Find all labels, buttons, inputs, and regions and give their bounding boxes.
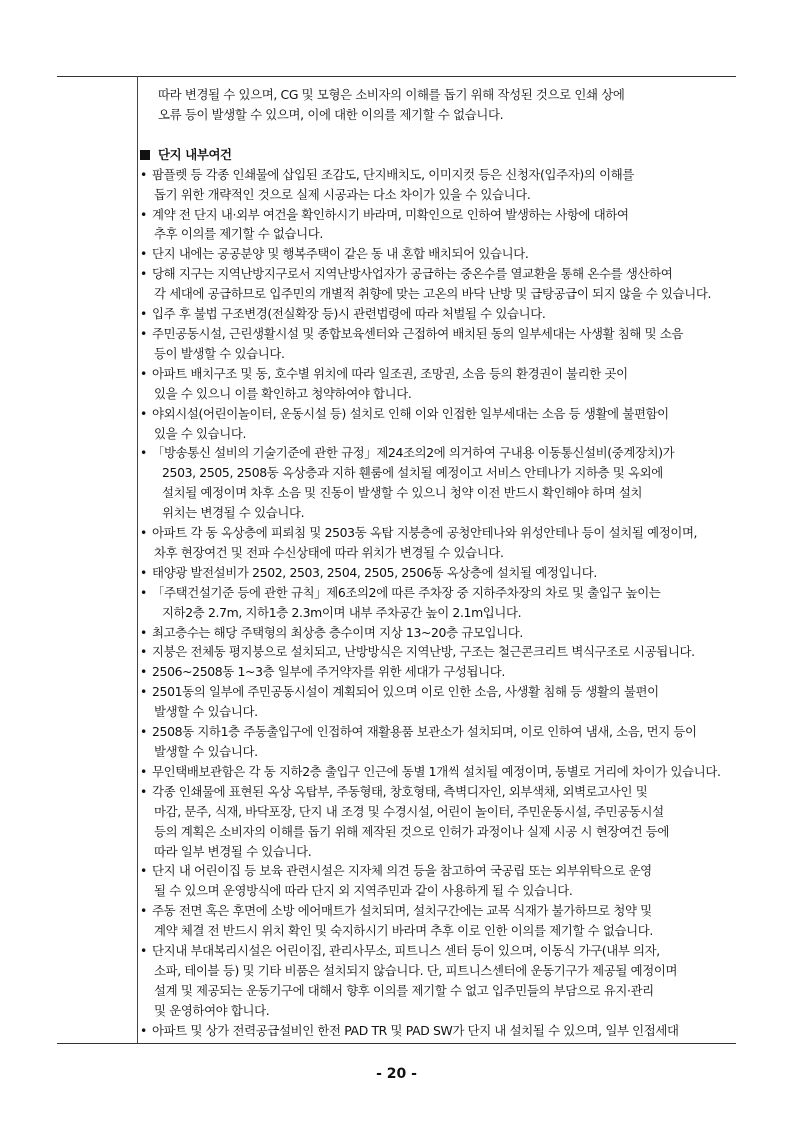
bullet-item-line: 돕기 위한 개략적인 것으로 실제 시공과는 다소 차이가 있을 수 있습니다. — [154, 186, 531, 202]
bullet-item — [140, 662, 734, 682]
bullet-item-line: 2503, 2505, 2508동 옥상층과 지하 휀룸에 설치될 예정이고 서비스 안테나가 지하층 및 옥외에 — [162, 465, 663, 481]
bullet-item-line: 위치는 변경될 수 있습니다. — [162, 505, 305, 521]
bullet-item-line: • 팜플렛 등 각종 인쇄물에 삽입된 조감도, 단지배치도, 이미지컷 등은 신청자(입주자)의 이해를 — [152, 166, 634, 182]
section-heading — [140, 145, 734, 165]
bullet-item-line: • 「방송통신 설비의 기술기준에 관한 규정」제24조의2에 의거하여 구내용 이동통신설비(중계장치)가 — [152, 445, 675, 461]
bullet-item-line: • 입주 후 불법 구조변경(전실확장 등)시 관련법령에 따라 처벌될 수 있습니다. — [152, 306, 546, 322]
bullet-item-line: • 야외시설(어린이놀이터, 운동시설 등) 설치로 인해 이와 인접한 일부세대는 소음 등 생활에 불편함이 — [152, 405, 669, 421]
bullet-item — [140, 443, 734, 523]
bullet-item — [140, 523, 734, 563]
bullet-item-line: 소파, 테이블 등) 및 기타 비품은 설치되지 않습니다. 단, 피트니스센터에 운동기구가 제공될 예정이며 — [154, 962, 678, 978]
bullet-item-line: 설치될 예정이며 차후 소음 및 진동이 발생할 수 있으니 청약 이전 반드시 확인해야 하며 설치 — [162, 485, 643, 501]
intro-line: 오류 등이 발생할 수 있으며, 이에 대한 이의를 제기할 수 없습니다. — [158, 106, 504, 122]
bullet-item-line: • 단지내 부대복리시설은 어린이집, 관리사무소, 피트니스 센터 등이 있으며, 이동식 가구(내부 의자, — [152, 943, 660, 959]
intro-paragraph — [140, 85, 734, 125]
bullet-item-line: • 주민공동시설, 근린생활시설 및 종합보육센터와 근접하여 배치된 동의 일부세대는 사생활 침해 및 소음 — [152, 325, 684, 341]
bullet-item-line: 발생할 수 있습니다. — [154, 744, 258, 759]
bullet-item — [140, 901, 734, 941]
bullet-item-line: • 계약 전 단지 내·외부 여건을 확인하시기 바라며, 미확인으로 인하여 발생하는 사항에 대하여 — [152, 206, 629, 222]
section-title: 단지 내부여건 — [158, 146, 232, 162]
bullet-item-line: • 「주택건설기준 등에 관한 규칙」제6조의2에 따른 주차장 중 지하주차장의 차로 및 출입구 높이는 — [152, 584, 661, 600]
bullet-item-line: 각 세대에 공급하므로 입주민의 개별적 취향에 맞는 고온의 바닥 난방 및 급탕공급이 되지 않을 수 있습니다. — [154, 286, 712, 302]
bullet-item — [140, 682, 734, 722]
bullet-item-line: 지하2층 2.7m, 지하1층 2.3m이며 내부 주차공간 높이 2.1m입니다. — [162, 604, 522, 620]
bullet-item-line: 추후 이의를 제기할 수 없습니다. — [154, 226, 323, 242]
bullet-item-line: 차후 현장여건 및 전파 수신상태에 따라 위치가 변경될 수 있습니다. — [154, 544, 504, 560]
bullet-item — [140, 762, 734, 782]
bullet-item — [140, 623, 734, 643]
bullet-item-line: • 각종 인쇄물에 표현된 옥상 옥탑부, 주동형태, 창호형태, 측벽디자인, 외부색채, 외벽로고사인 및 — [152, 783, 648, 799]
bullet-list — [140, 165, 734, 1041]
bullet-item-line: • 2501동의 일부에 주민공동시설이 계획되어 있으며 이로 인한 소음, 사생활 침해 등 생활의 불편이 — [152, 684, 659, 700]
bullet-item-line: • 태양광 발전설비가 2502, 2503, 2504, 2505, 2506동 옥상층에 설치될 예정입니다. — [152, 564, 597, 580]
bullet-item-line: • 2508동 지하1층 주동출입구에 인접하여 재활용품 보관소가 설치되며, 이로 인하여 냄새, 소음, 먼지 등이 — [152, 724, 697, 740]
bullet-item — [140, 1021, 734, 1041]
bullet-item-line: 설계 및 제공되는 운동기구에 대해서 향후 이의를 제기할 수 없고 입주민들의 부담으로 유지·관리 — [154, 982, 654, 998]
bullet-item-line: 계약 체결 전 반드시 위치 확인 및 숙지하시기 바라며 추후 이로 인한 이의를 제기할 수 없습니다. — [154, 923, 653, 939]
bullet-item-line: 및 운영하여야 합니다. — [154, 1002, 270, 1018]
bullet-item-line: • 당해 지구는 지역난방지구로서 지역난방사업자가 공급하는 중온수를 열교환을 통해 온수를 생산하여 — [152, 266, 673, 282]
bullet-item-line: 있을 수 있으니 이를 확인하고 청약하여야 합니다. — [154, 385, 412, 401]
bullet-item — [140, 941, 734, 1021]
bullet-item-line: • 지붕은 전체동 평지붕으로 설치되고, 난방방식은 지역난방, 구조는 철근콘크리트 벽식구조로 시공됩니다. — [152, 644, 695, 660]
bullet-item — [140, 782, 734, 862]
bullet-item — [140, 583, 734, 623]
bullet-item — [140, 264, 734, 304]
bullet-item-line: 등이 발생할 수 있습니다. — [154, 345, 285, 361]
bullet-item — [140, 563, 734, 583]
document-body — [140, 85, 734, 1041]
bullet-item-line: 발생할 수 있습니다. — [154, 704, 258, 720]
bullet-item — [140, 304, 734, 324]
bullet-item-line: 마감, 문주, 식재, 바닥포장, 단지 내 조경 및 수경시설, 어린이 놀이터, 주민운동시설, 주민공동시설 — [154, 803, 664, 819]
column-divider — [137, 76, 138, 1043]
bullet-item-line: 될 수 있으며 운영방식에 따라 단지 외 지역주민과 같이 사용하게 될 수 있습니다. — [154, 883, 573, 899]
bullet-item-line: • 2506~2508동 1~3층 일부에 주거약자를 위한 세대가 구성됩니다. — [152, 664, 505, 680]
bullet-item-line: • 무인택배보관함은 각 동 지하2층 출입구 인근에 동별 1개씩 설치될 예정이며, 동별로 거리에 차이가 있습니다. — [152, 763, 721, 779]
intro-line: 따라 변경될 수 있으며, CG 및 모형은 소비자의 이해를 돕기 위해 작성된 것으로 인쇄 상에 — [158, 87, 625, 102]
bullet-item — [140, 244, 734, 264]
bullet-item-line: 등의 계획은 소비자의 이해를 돕기 위해 제작된 것으로 인허가 과정이나 실제 시공 시 현장여건 등에 — [154, 823, 670, 839]
bullet-item — [140, 722, 734, 762]
page-number: - 20 - — [376, 1066, 417, 1082]
bullet-item-line: • 아파트 배치구조 및 동, 호수별 위치에 따라 일조권, 조망권, 소음 등의 환경권이 불리한 곳이 — [152, 365, 628, 381]
bullet-item-line: 따라 일부 변경될 수 있습니다. — [154, 843, 312, 859]
square-bullet-icon — [140, 150, 150, 160]
bullet-item-line: • 주동 전면 혹은 후면에 소방 에어매트가 설치되며, 설치구간에는 교목 식재가 불가하므로 청약 및 — [152, 903, 652, 919]
bullet-item — [140, 165, 734, 205]
bullet-item — [140, 642, 734, 662]
bullet-item-line: • 단지 내에는 공공분양 및 행복주택이 같은 동 내 혼합 배치되어 있습니다. — [152, 246, 529, 262]
bullet-item — [140, 324, 734, 364]
bullet-item-line: • 아파트 및 상가 전력공급설비인 한전 PAD TR 및 PAD SW가 단지 내 설치될 수 있으며, 일부 인접세대 — [152, 1022, 679, 1038]
bullet-item-line: • 최고층수는 해당 주택형의 최상층 층수이며 지상 13~20층 규모입니다. — [152, 624, 523, 640]
bullet-item — [140, 861, 734, 901]
bullet-item-line: • 단지 내 어린이집 등 보육 관련시설은 지자체 의견 등을 참고하여 국공립 또는 외부위탁으로 운영 — [152, 863, 652, 879]
bullet-item — [140, 404, 734, 444]
bullet-item — [140, 364, 734, 404]
bullet-item-line: • 아파트 각 동 옥상층에 피뢰침 및 2503동 옥탑 지붕층에 공청안테나와 위성안테나 등이 설치될 예정이며, — [152, 525, 698, 541]
bullet-item — [140, 205, 734, 245]
bullet-item-line: 있을 수 있습니다. — [154, 425, 247, 441]
